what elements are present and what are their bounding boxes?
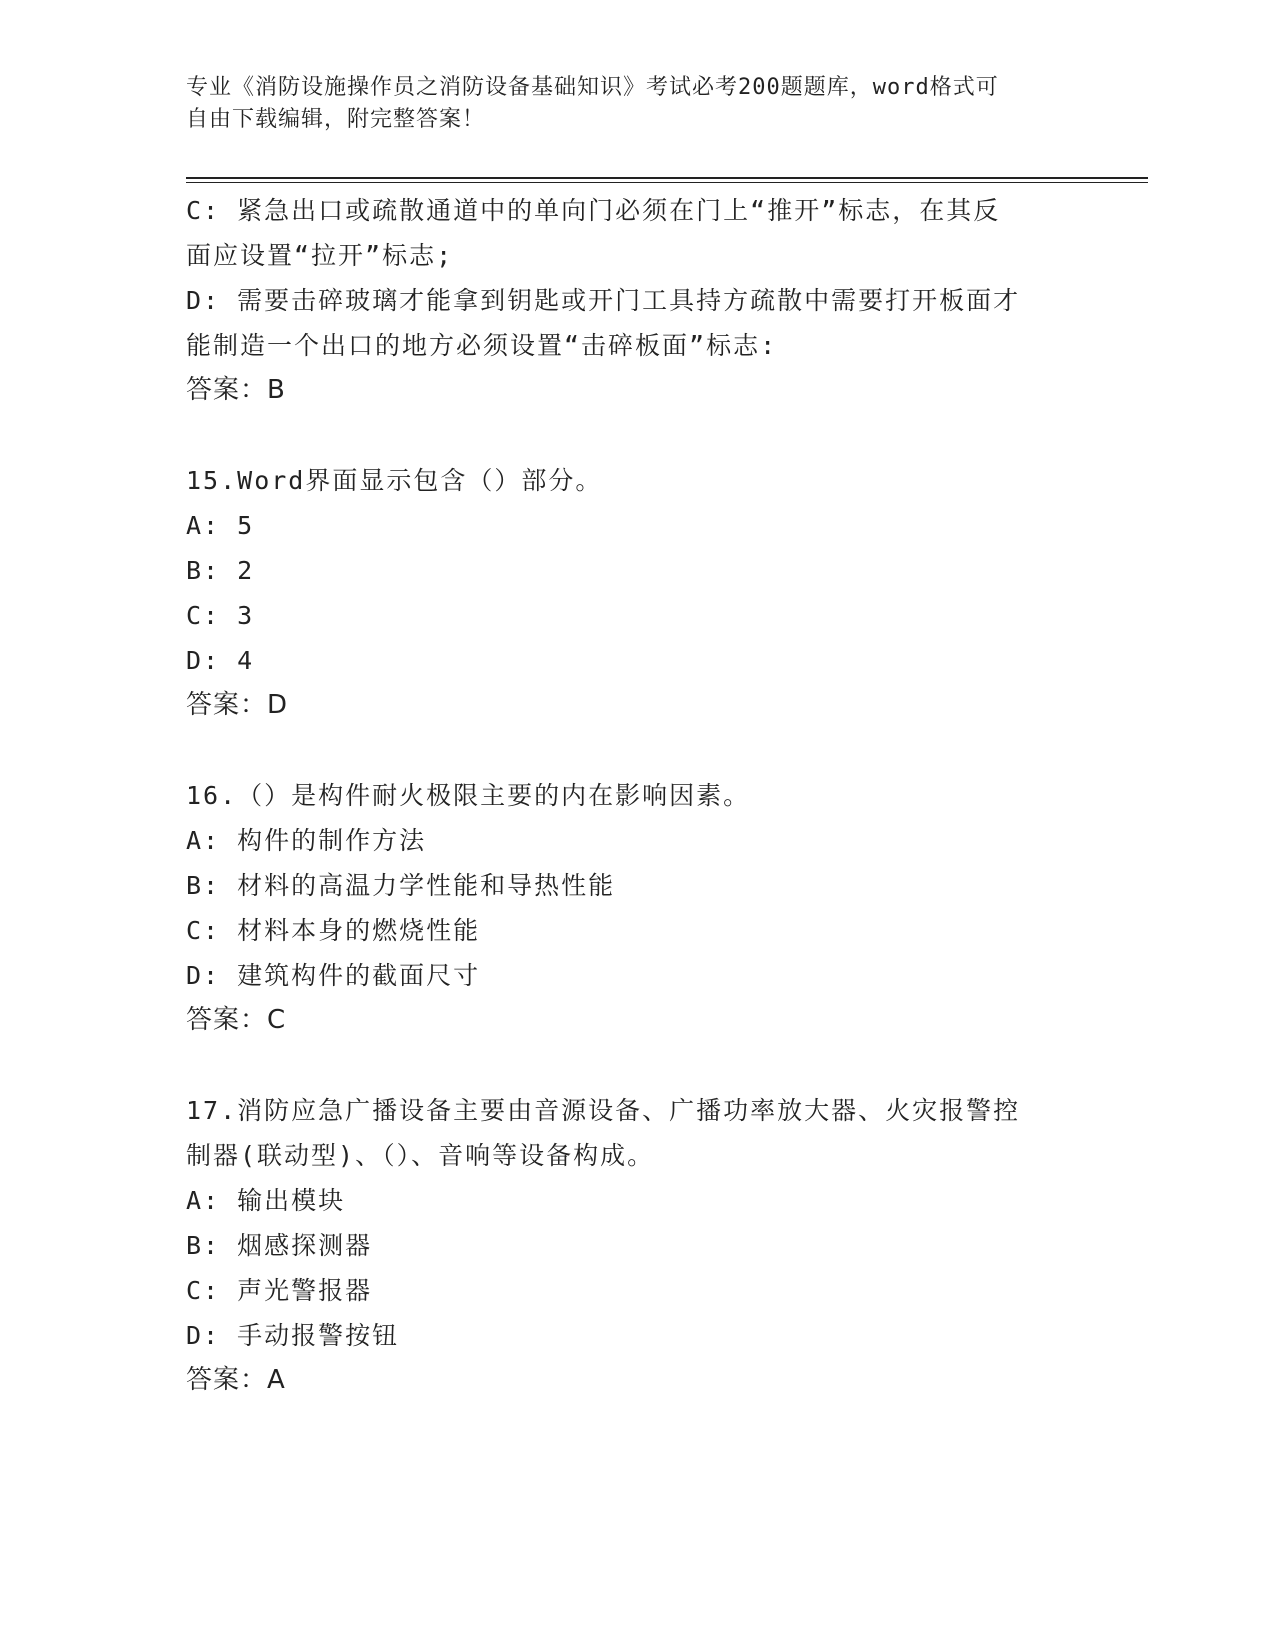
option-a: A: 输出模块 [186,1186,346,1215]
question-stem: 16.（）是构件耐火极限主要的内在影响因素。 [186,781,751,810]
question-stem-line-1: 17.消防应急广播设备主要由音源设备、广播功率放大器、火灾报警控 [186,1096,1021,1125]
answer-line: 答案：D [186,690,289,720]
option-a: A: 5 [186,511,255,540]
option-c: C: 材料本身的燃烧性能 [186,916,481,945]
question-stem-line-2: 制器(联动型)、（）、音响等设备构成。 [186,1141,655,1170]
answer-line: 答案：C [186,1005,287,1035]
option-d: D: 建筑构件的截面尺寸 [186,961,481,990]
option-c: C: 3 [186,601,255,630]
question-block-15 [186,458,1086,728]
option-a: A: 构件的制作方法 [186,826,427,855]
option-d-line-2: 能制造一个出口的地方必须设置“击碎板面”标志: [186,331,778,360]
question-block-14-tail [186,188,1086,413]
option-d: D: 4 [186,646,255,675]
document-header [186,72,1086,136]
option-c-line-2: 面应设置“拉开”标志; [186,241,454,270]
option-b: B: 2 [186,556,255,585]
spacer [186,413,1086,458]
question-block-17 [186,1088,1086,1403]
option-b: B: 材料的高温力学性能和导热性能 [186,871,616,900]
spacer [186,1043,1086,1088]
header-divider-thin [186,182,1148,183]
answer-line: 答案：A [186,1365,286,1395]
question-stem: 15.Word界面显示包含（）部分。 [186,466,603,495]
option-c: C: 声光警报器 [186,1276,373,1305]
header-line-1: 专业《消防设施操作员之消防设备基础知识》考试必考200题题库，word格式可 [186,75,999,100]
option-b: B: 烟感探测器 [186,1231,373,1260]
spacer [186,728,1086,773]
option-c-line-1: C: 紧急出口或疏散通道中的单向门必须在门上“推开”标志，在其反 [186,196,1001,225]
question-block-16 [186,773,1086,1043]
option-d: D: 手动报警按钮 [186,1321,400,1350]
answer-line: 答案：B [186,375,286,405]
header-line-2: 自由下载编辑，附完整答案！ [186,107,486,132]
header-divider-thick [186,177,1148,179]
question-content [186,188,1086,1403]
option-d-line-1: D: 需要击碎玻璃才能拿到钥匙或开门工具持方疏散中需要打开板面才 [186,286,1021,315]
